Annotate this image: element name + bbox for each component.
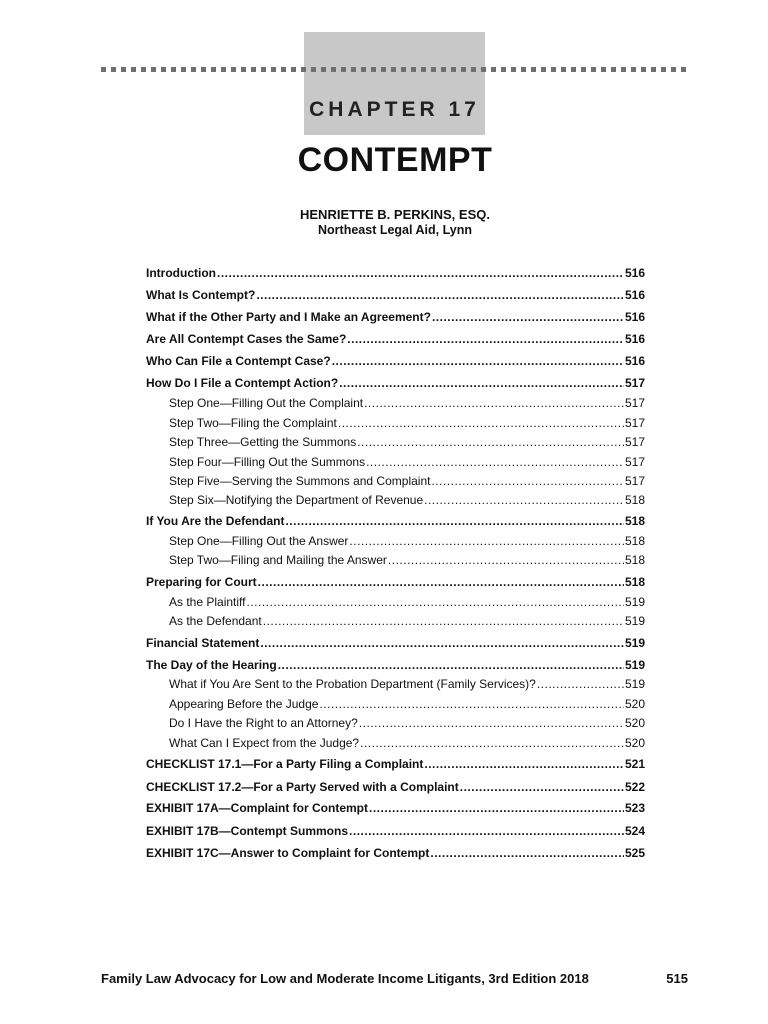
dot-leader [424, 757, 624, 771]
toc-entry-label: Introduction [146, 266, 216, 280]
toc-entry-label: Step Four—Filling Out the Summons [169, 455, 366, 469]
toc-entry-label: Step Six—Notifying the Department of Revenue [169, 493, 424, 507]
dot-leader [360, 736, 624, 750]
toc-subentry [146, 416, 645, 430]
toc-entry [146, 332, 645, 346]
dot-leader [285, 514, 624, 528]
toc-entry-page: 519 [624, 658, 645, 672]
toc-entry-label: Do I Have the Right to an Attorney? [169, 716, 358, 730]
toc-entry-page: 520 [624, 736, 645, 750]
toc-entry [146, 514, 645, 528]
toc-entry [146, 575, 645, 589]
toc-subentry [146, 474, 645, 488]
toc-entry-label: CHECKLIST 17.1—For a Party Filing a Complaint [146, 757, 424, 771]
toc-entry-label: Step Two—Filing and Mailing the Answer [169, 553, 387, 567]
toc-entry-label: Step One—Filling Out the Complaint [169, 396, 364, 410]
toc-entry-page: 521 [624, 757, 645, 771]
dot-leader [256, 288, 624, 302]
dot-leader [460, 780, 624, 794]
toc-entry-page: 516 [624, 288, 645, 302]
toc-entry-page: 518 [624, 575, 645, 589]
dot-leader [347, 332, 624, 346]
dot-leader [432, 310, 624, 324]
toc-entry-label: What Is Contempt? [146, 288, 256, 302]
toc-entry-page: 517 [624, 435, 645, 449]
toc-entry [146, 636, 645, 650]
dot-leader [388, 553, 624, 567]
dot-leader [430, 846, 624, 860]
dot-leader [247, 595, 624, 609]
toc-entry-page: 522 [624, 780, 645, 794]
toc-subentry [146, 493, 645, 507]
toc-entry-page: 516 [624, 354, 645, 368]
toc-entry-label: Who Can File a Contempt Case? [146, 354, 331, 368]
toc-subentry [146, 396, 645, 410]
footer-page-number: 515 [666, 971, 688, 986]
toc-entry-page: 517 [624, 376, 645, 390]
toc-entry-label: EXHIBIT 17B—Contempt Summons [146, 824, 349, 838]
footer-book-title: Family Law Advocacy for Low and Moderate Income Litigants, 3rd Edition 2018 [101, 971, 589, 986]
toc-entry-label: EXHIBIT 17C—Answer to Complaint for Contempt [146, 846, 430, 860]
toc-entry-page: 517 [624, 396, 645, 410]
toc-entry-page: 518 [624, 534, 645, 548]
dot-leader [349, 534, 624, 548]
dot-leader [424, 493, 624, 507]
toc-subentry [146, 553, 645, 567]
dot-leader [357, 435, 624, 449]
toc-entry [146, 266, 645, 280]
toc-entry-label: Preparing for Court [146, 575, 257, 589]
dot-leader [260, 636, 624, 650]
toc-entry-page: 519 [624, 595, 645, 609]
dot-leader [349, 824, 624, 838]
dot-leader [258, 575, 624, 589]
dot-leader [364, 396, 624, 410]
toc-entry [146, 846, 645, 860]
dot-leader [338, 416, 624, 430]
author-affiliation: Northeast Legal Aid, Lynn [318, 223, 472, 237]
dotted-divider [101, 67, 691, 72]
toc-entry-label: Step Five—Serving the Summons and Complaint [169, 474, 431, 488]
dot-leader [366, 455, 624, 469]
toc-entry-page: 518 [624, 553, 645, 567]
toc-entry-page: 516 [624, 332, 645, 346]
toc-entry-label: As the Defendant [169, 614, 262, 628]
toc-subentry [146, 614, 645, 628]
toc-entry-page: 519 [624, 614, 645, 628]
toc-entry [146, 780, 645, 794]
toc-entry-label: How Do I File a Contempt Action? [146, 376, 339, 390]
dot-leader [537, 677, 624, 691]
toc-entry-label: Step Three—Getting the Summons [169, 435, 357, 449]
toc-subentry [146, 595, 645, 609]
dot-leader [332, 354, 624, 368]
toc-entry-page: 525 [624, 846, 645, 860]
toc-entry-label: EXHIBIT 17A—Complaint for Contempt [146, 801, 369, 815]
dot-leader [319, 697, 624, 711]
toc-entry [146, 658, 645, 672]
dot-leader [263, 614, 624, 628]
toc-entry [146, 824, 645, 838]
dot-leader [339, 376, 624, 390]
toc-entry-page: 518 [624, 493, 645, 507]
toc-subentry [146, 697, 645, 711]
author-name: HENRIETTE B. PERKINS, ESQ. [300, 207, 490, 222]
toc-entry [146, 354, 645, 368]
chapter-label: CHAPTER 17 [309, 98, 480, 121]
toc-entry-label: What Can I Expect from the Judge? [169, 736, 360, 750]
toc-subentry [146, 736, 645, 750]
toc-subentry [146, 435, 645, 449]
toc-subentry [146, 716, 645, 730]
toc-entry-label: Financial Statement [146, 636, 260, 650]
toc-entry-page: 516 [624, 310, 645, 324]
toc-entry [146, 288, 645, 302]
dot-leader [369, 801, 624, 815]
toc-entry-page: 519 [624, 677, 645, 691]
toc-entry-label: What if You Are Sent to the Probation Department (Family Services)? [169, 677, 536, 691]
toc-entry-label: CHECKLIST 17.2—For a Party Served with a Complaint [146, 780, 459, 794]
toc-entry-page: 520 [624, 716, 645, 730]
toc-entry-page: 518 [624, 514, 645, 528]
toc-entry-page: 524 [624, 824, 645, 838]
toc-entry [146, 757, 645, 771]
toc-entry-label: Are All Contempt Cases the Same? [146, 332, 347, 346]
dot-leader [431, 474, 624, 488]
toc-entry [146, 376, 645, 390]
toc-entry-page: 523 [624, 801, 645, 815]
dot-leader [359, 716, 624, 730]
toc-entry-label: As the Plaintiff [169, 595, 246, 609]
toc-entry-page: 517 [624, 455, 645, 469]
toc-entry-label: If You Are the Defendant [146, 514, 285, 528]
toc-entry-page: 517 [624, 416, 645, 430]
toc-entry-label: The Day of the Hearing [146, 658, 277, 672]
chapter-title: CONTEMPT [297, 141, 493, 179]
toc-entry-page: 517 [624, 474, 645, 488]
toc-entry-label: Step One—Filling Out the Answer [169, 534, 349, 548]
dot-leader [217, 266, 624, 280]
toc-subentry [146, 455, 645, 469]
toc-subentry [146, 677, 645, 691]
toc-entry [146, 310, 645, 324]
dot-leader [278, 658, 624, 672]
toc-entry-label: Step Two—Filing the Complaint [169, 416, 337, 430]
toc-entry-label: Appearing Before the Judge [169, 697, 319, 711]
toc-entry [146, 801, 645, 815]
toc-entry-page: 516 [624, 266, 645, 280]
toc-entry-page: 519 [624, 636, 645, 650]
toc-entry-page: 520 [624, 697, 645, 711]
toc-subentry [146, 534, 645, 548]
toc-entry-label: What if the Other Party and I Make an Agreement? [146, 310, 431, 324]
